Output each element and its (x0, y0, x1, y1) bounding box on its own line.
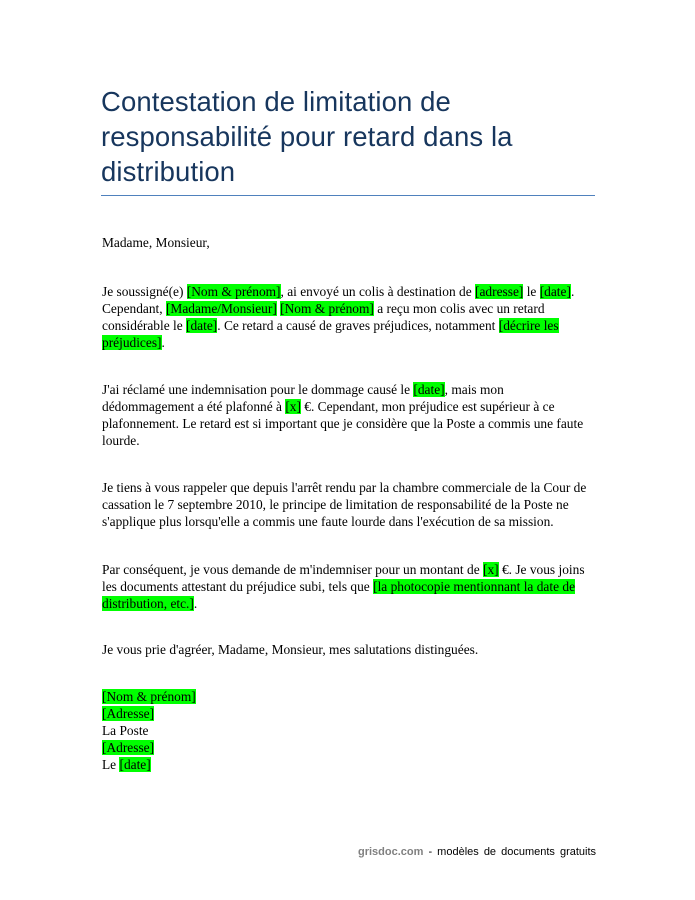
text-segment: Madame, Monsieur, (102, 235, 210, 250)
text-line (102, 234, 210, 251)
text-segment: Je soussigné(e) (102, 284, 187, 299)
text-segment: s'applique plus lorsqu'elle a commis une faute lourde dans l'exécution de sa mission. (102, 514, 554, 529)
text-line (102, 415, 583, 432)
title-divider (101, 195, 595, 196)
placeholder-field: préjudices] (102, 335, 162, 350)
placeholder-field: [x] (285, 399, 301, 414)
text-segment: La Poste (102, 723, 149, 738)
paragraph-2 (102, 381, 583, 449)
text-segment: J'ai réclamé une indemnisation pour le dommage causé le (102, 382, 414, 397)
placeholder-field: [Nom & prénom] (280, 301, 374, 316)
text-line (102, 334, 574, 351)
placeholder-field: [décrire les (498, 318, 559, 333)
footer-site: grisdoc.com (358, 846, 424, 858)
paragraph-1 (102, 283, 574, 351)
text-line (102, 705, 196, 722)
title-line: distribution (101, 156, 236, 187)
text-line (102, 317, 574, 334)
placeholder-field: distribution, etc.] (102, 596, 194, 611)
text-segment: €. Je vous joins (498, 562, 585, 577)
text-segment: . (193, 596, 198, 611)
text-line (102, 283, 574, 300)
text-line (102, 513, 586, 530)
placeholder-field: [date] (413, 382, 445, 397)
text-segment: a reçu mon colis avec un retard (373, 301, 545, 316)
title-line: Contestation de limitation de (101, 86, 451, 117)
text-line (102, 739, 196, 756)
text-line (102, 561, 585, 578)
text-line (102, 398, 583, 415)
text-line (102, 300, 574, 317)
placeholder-field: [la photocopie mentionnant la date de (373, 579, 576, 594)
paragraph-4 (102, 561, 585, 612)
text-segment: lourde. (102, 433, 140, 448)
text-segment: considérable le (102, 318, 187, 333)
salutation (102, 234, 210, 251)
text-segment: Par conséquent, je vous demande de m'indemniser pour un montant de (102, 562, 483, 577)
text-line (102, 641, 478, 658)
placeholder-field: [date] (119, 757, 151, 772)
placeholder-field: [Adresse] (102, 706, 155, 721)
placeholder-field: [adresse] (475, 284, 524, 299)
text-segment: , ai envoyé un colis à destination de (280, 284, 476, 299)
text-line (102, 578, 585, 595)
placeholder-field: [Nom & prénom] (186, 284, 281, 299)
text-segment: Je vous prie d'agréer, Madame, Monsieur, mes salutations distinguées. (102, 642, 479, 657)
text-line (102, 432, 583, 449)
placeholder-field: [Madame/Monsieur] (165, 301, 277, 316)
document-title (101, 84, 513, 189)
text-line (102, 722, 196, 739)
footer-tagline: - modèles de documents gratuits (423, 846, 597, 858)
text-segment: dédommagement a été plafonné à (102, 399, 286, 414)
placeholder-field: [Nom & prénom] (102, 689, 196, 704)
closing (102, 641, 478, 658)
text-segment: . Ce retard a causé de graves préjudices, notamment (217, 318, 499, 333)
signature-block (102, 688, 196, 773)
text-line (102, 381, 583, 398)
text-segment: €. Cependant, mon préjudice est supérieur à ce (300, 399, 555, 414)
text-line (102, 756, 196, 773)
title-line: responsabilité pour retard dans la (101, 121, 513, 152)
text-segment: . (161, 335, 165, 350)
text-line (102, 595, 585, 612)
text-segment: . (570, 284, 575, 299)
text-segment: cassation le 7 septembre 2010, le principe de limitation de responsabilité de la Poste ne (102, 497, 569, 512)
text-segment: Je tiens à vous rappeler que depuis l'arrêt rendu par la chambre commerciale de la Cour de (102, 480, 587, 495)
text-line (102, 479, 586, 496)
text-segment: Cependant, (102, 301, 166, 316)
placeholder-field: [Adresse] (102, 740, 155, 755)
text-segment: le (523, 284, 540, 299)
placeholder-field: [x] (482, 562, 499, 577)
text-segment: les documents attestant du préjudice subi, tels que (102, 579, 374, 594)
text-segment: Le (102, 757, 120, 772)
placeholder-field: [date] (186, 318, 218, 333)
placeholder-field: [date] (539, 284, 571, 299)
text-line (102, 688, 196, 705)
text-segment: plafonnement. Le retard est si important que je considère que la Poste a commis une faute (102, 416, 584, 431)
text-line (102, 496, 586, 513)
paragraph-3 (102, 479, 586, 530)
text-segment: , mais mon (444, 382, 504, 397)
footer (358, 846, 596, 858)
